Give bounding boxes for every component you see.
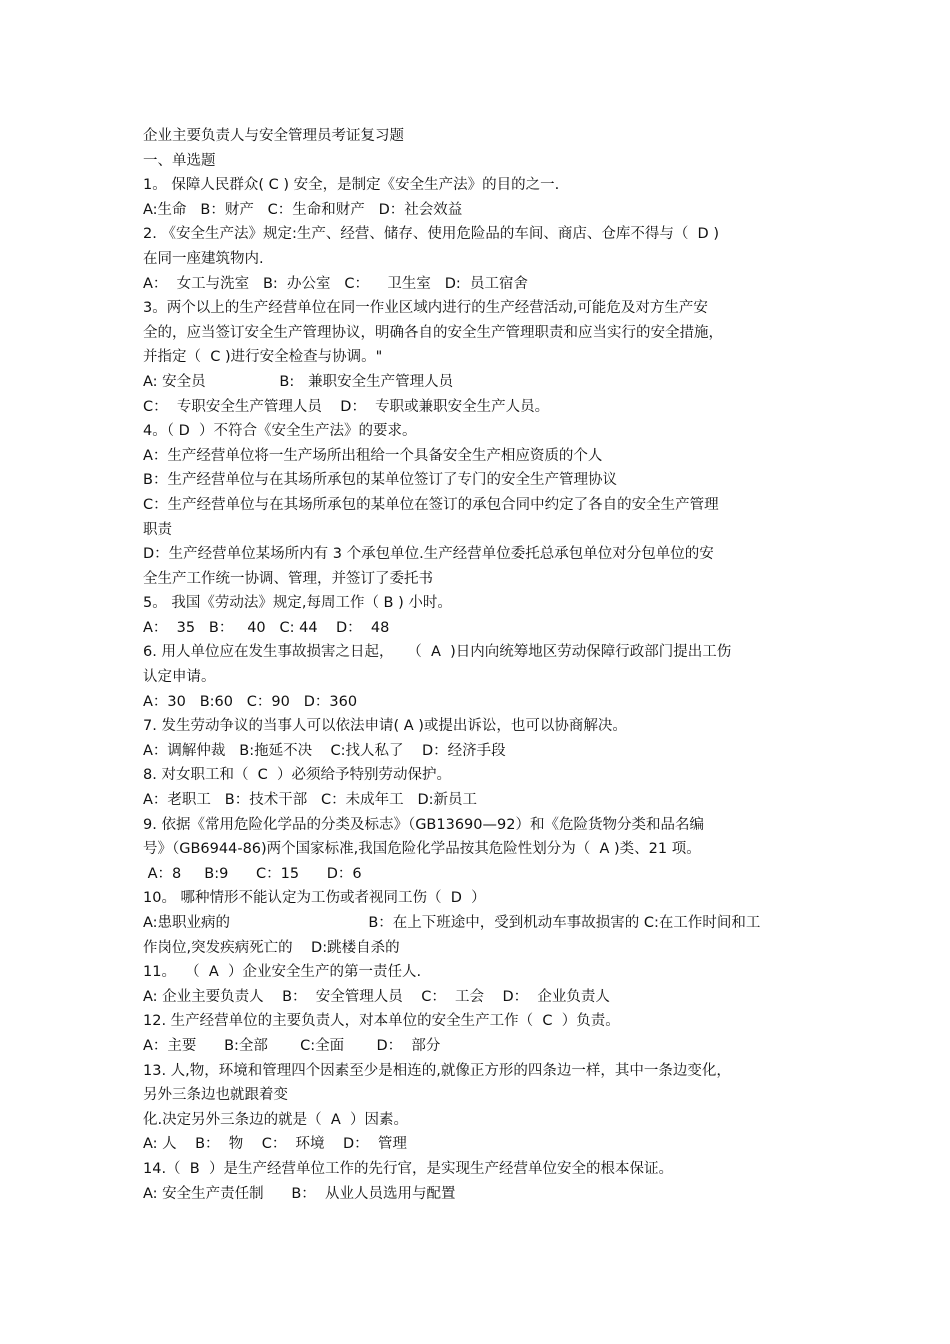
text-line: 10。 哪种情形不能认定为工伤或者视同工伤（ D ） — [143, 890, 486, 907]
text-line: A：老职工 B：技术干部 C：未成年工 D:新员工 — [143, 792, 478, 809]
text-line: 另外三条边也就跟着变 — [143, 1087, 288, 1104]
text-line: A：8 B:9 C：15 D：6 — [143, 865, 362, 882]
text-line: B：生产经营单位与在其场所承包的某单位签订了专门的安全生产管理协议 — [143, 472, 617, 489]
text-line: 3。两个以上的生产经营单位在同一作业区域内进行的生产经营活动,可能危及对方生产安 — [143, 300, 708, 317]
text-line: A： 35 B： 40 C: 44 D： 48 — [143, 619, 390, 636]
text-line: 6. 用人单位应在发生事故损害之日起， （ A )日内向统筹地区劳动保障行政部门提出工伤 — [143, 644, 732, 661]
text-line: 11。 （ A ）企业安全生产的第一责任人. — [143, 964, 422, 981]
document-body — [143, 124, 815, 1206]
text-line: 在同一座建筑物内. — [143, 250, 264, 267]
text-line: 13. 人,物，环境和管理四个因素至少是相连的,就像正方形的四条边一样，其中一条边变化， — [143, 1062, 731, 1079]
text-line: 4。（ D ）不符合《安全生产法》的要求。 — [143, 423, 417, 440]
text-line: 职责 — [143, 521, 172, 538]
text-line: A: 人 B： 物 C： 环境 D： 管理 — [143, 1136, 407, 1153]
text-line: 全的，应当签订安全生产管理协议，明确各自的安全生产管理职责和应当实行的安全措施， — [143, 324, 723, 341]
text-line: 2. 《安全生产法》规定:生产、经营、储存、使用危险品的车间、商店、仓库不得与（ D ) — [143, 226, 719, 243]
text-line: 号》（GB6944-86)两个国家标准,我国危险化学品按其危险性划分为（ A )类、21 项。 — [143, 841, 701, 858]
text-line: 认定申请。 — [143, 669, 216, 686]
text-line: 作岗位,突发疾病死亡的 D:跳楼自杀的 — [143, 939, 400, 956]
text-line: D：生产经营单位某场所内有 3 个承包单位.生产经营单位委托总承包单位对分包单位的安 — [143, 546, 714, 563]
text-line: 并指定（ C )进行安全检查与协调。" — [143, 349, 383, 366]
text-line: A： 女工与洗室 B: 办公室 C： 卫生室 D: 员工宿舍 — [143, 275, 528, 292]
text-line: 8. 对女职工和（ C ）必须给予特别劳动保护。 — [143, 767, 452, 784]
text-line: A：生产经营单位将一生产场所出租给一个具备安全生产相应资质的个人 — [143, 447, 603, 464]
text-line: C： 专职安全生产管理人员 D： 专职或兼职安全生产人员。 — [143, 398, 550, 415]
text-line: 12. 生产经营单位的主要负责人，对本单位的安全生产工作（ C ）负责。 — [143, 1013, 620, 1030]
text-line: A:生命 B：财产 C：生命和财产 D：社会效益 — [143, 201, 463, 218]
text-line: A: 企业主要负责人 B： 安全管理人员 C： 工会 D： 企业负责人 — [143, 988, 610, 1005]
text-line: 化.决定另外三条边的就是（ A ）因素。 — [143, 1111, 408, 1128]
text-line: A:患职业病的 B：在上下班途中，受到机动车事故损害的 C:在工作时间和工 — [143, 915, 761, 931]
text-line: A：30 B:60 C：90 D：360 — [143, 693, 358, 710]
text-line: A：主要 B:全部 C:全面 D： 部分 — [143, 1037, 441, 1054]
document-title: 企业主要负责人与安全管理员考证复习题 — [143, 128, 404, 144]
text-line: 5。 我国《劳动法》规定,每周工作（ B ) 小时。 — [143, 595, 452, 612]
text-line: C：生产经营单位与在其场所承包的某单位在签订的承包合同中约定了各自的安全生产管理 — [143, 496, 719, 513]
text-line: 9. 依据《常用危险化学品的分类及标志》（GB13690—92）和《危险货物分类和品名编 — [143, 816, 704, 833]
text-line: A: 安全员 B: 兼职安全生产管理人员 — [143, 373, 454, 390]
section-heading: 一、单选题 — [143, 152, 216, 169]
text-line: 1。 保障人民群众( C ) 安全，是制定《安全生产法》的目的之一. — [143, 177, 560, 194]
text-line: A：调解仲裁 B:拖延不决 C:找人私了 D：经济手段 — [143, 742, 506, 759]
text-line: 全生产工作统一协调、管理，并签订了委托书 — [143, 570, 433, 587]
question-list — [143, 173, 815, 1206]
text-line: A: 安全生产责任制 B： 从业人员选用与配置 — [143, 1185, 456, 1202]
text-line: 14.（ B ）是生产经营单位工作的先行官，是实现生产经营单位安全的根本保证。 — [143, 1160, 673, 1177]
text-line: 7. 发生劳动争议的当事人可以依法申请( A )或提出诉讼，也可以协商解决。 — [143, 718, 627, 735]
